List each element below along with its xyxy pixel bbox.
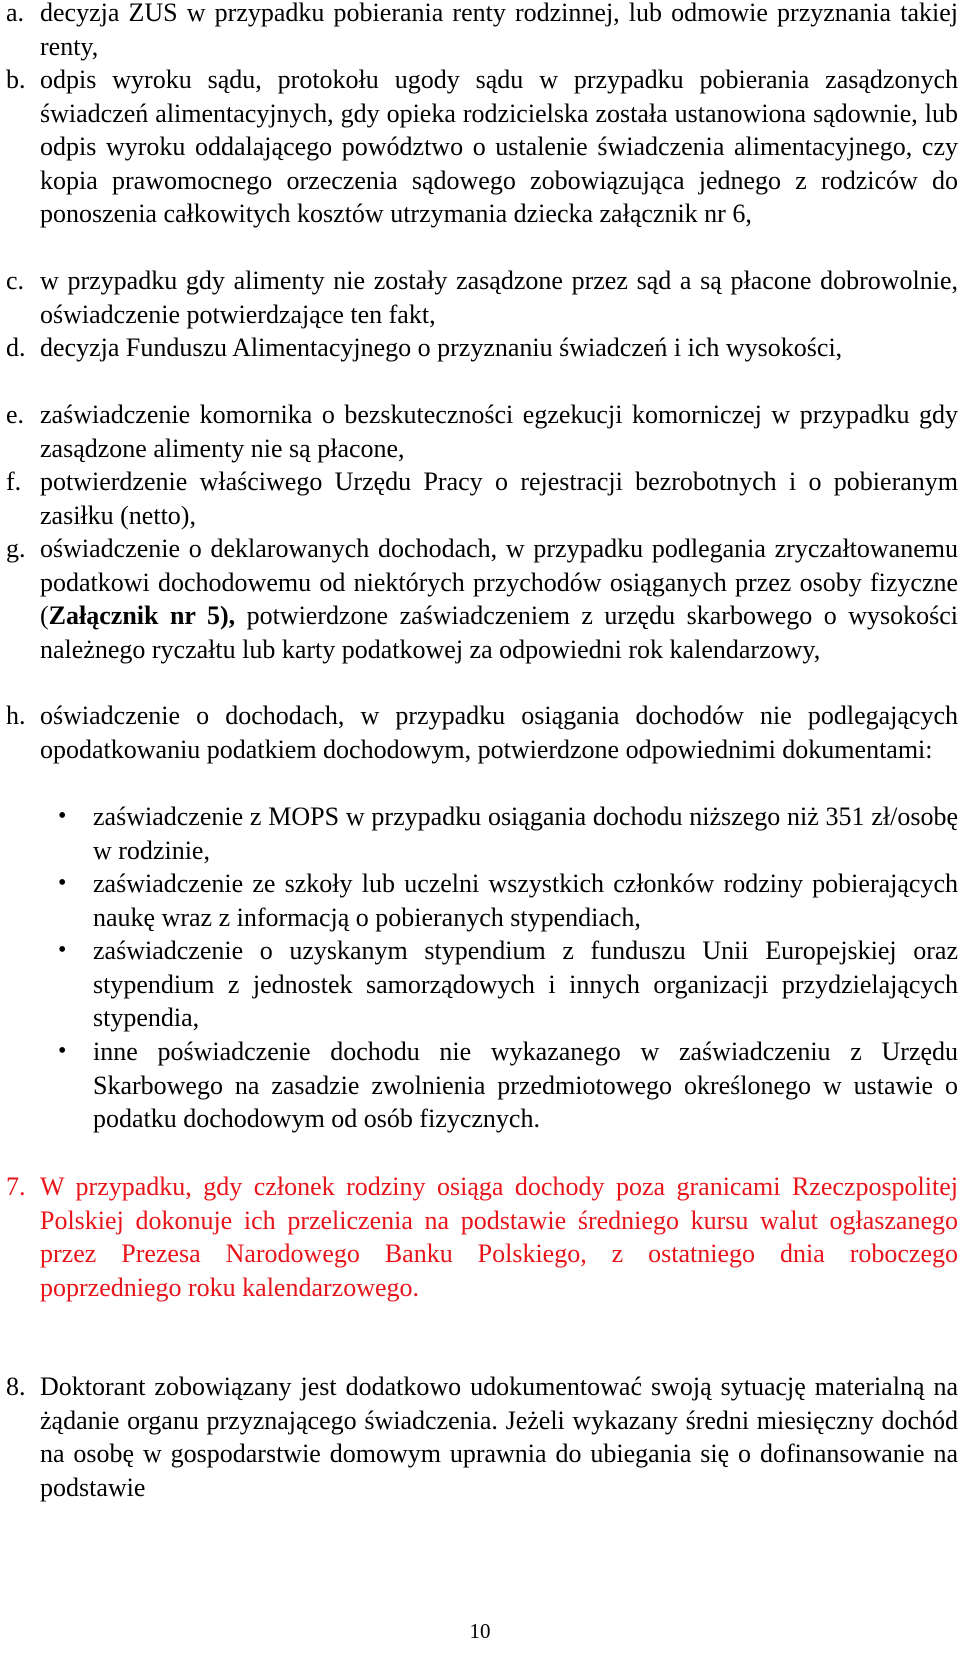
list-marker: h.: [6, 701, 26, 730]
list-item-text-before: oświadczenie o deklarowanych dochodach, w przypadku podlegania zryczałtowanemu podatkowi dochodowemu od niektórych przychodów osiąganych przez osoby fizyczne (: [40, 534, 958, 631]
list-marker: g.: [6, 534, 26, 563]
list-item-text: oświadczenie o dochodach, w przypadku osiągania dochodów nie podlegających opodatkowaniu podatkiem dochodowym, potwierdzone odpowiednimi dokumentami:: [40, 701, 958, 764]
section-marker: 7.: [6, 1172, 26, 1201]
list-item-b: [6, 63, 958, 231]
list-item-text: zaświadczenie komornika o bezskuteczności egzekucji komorniczej w przypadku gdy zasądzone alimenty nie są płacone,: [40, 400, 958, 463]
bullet-item: [58, 867, 958, 934]
bullet-text: zaświadczenie o uzyskanym stypendium z funduszu Unii Europejskiej oraz stypendium z jednostek samorządowych i innych organizacji przydzielających stypendia,: [93, 936, 958, 1033]
bullet-item: [58, 800, 958, 867]
list-marker: c.: [6, 266, 25, 295]
list-marker: a.: [6, 0, 25, 27]
bullet-text: inne poświadczenie dochodu nie wykazanego w zaświadczeniu z Urzędu Skarbowego na zasadzie zwolnienia przedmiotowego określonego w ustawie o podatku dochodowym od osób fizycznych.: [93, 1037, 958, 1134]
list-item-text: decyzja ZUS w przypadku pobierania renty rodzinnej, lub odmowie przyznania takiej renty,: [40, 0, 958, 61]
list-item-c: [6, 264, 958, 331]
section-text: Doktorant zobowiązany jest dodatkowo udokumentować swoją sytuację materialną na żądanie organu przyznającego świadczenia. Jeżeli wykazany średni miesięczny dochód na osobę w gospodarstwie domowym uprawnia do ubiegania się o dofinansowanie na podstawie: [40, 1372, 958, 1502]
list-item-text: w przypadku gdy alimenty nie zostały zasądzone przez sąd a są płacone dobrowolnie, oświadczenie potwierdzające ten fakt,: [40, 266, 958, 329]
bullet-icon: •: [58, 870, 67, 896]
list-item-a: [6, 0, 958, 63]
list-item-text: odpis wyroku sądu, protokołu ugody sądu w przypadku pobierania zasądzonych świadczeń alimentacyjnych, gdy opieka rodzicielska została ustanowiona sądownie, lub odpis wyroku oddalającego powództwo o ustalenie świadczenia alimentacyjnego, czy kopia prawomocnego orzeczenia sądowego zobowiązująca jednego z rodziców do ponoszenia całkowitych kosztów utrzymania dziecka załącznik nr 6,: [40, 65, 958, 229]
bullet-icon: •: [58, 803, 67, 829]
list-item-f: [6, 465, 958, 532]
attachment-reference: Załącznik nr 5),: [48, 601, 236, 631]
list-item-e: [6, 398, 958, 465]
list-item-text: potwierdzenie właściwego Urzędu Pracy o rejestracji bezrobotnych i o pobieranym zasiłku (netto),: [40, 467, 958, 530]
list-item-text: [40, 532, 958, 666]
list-marker: d.: [6, 333, 26, 362]
list-marker: e.: [6, 400, 25, 429]
bullet-item: [58, 934, 958, 1035]
section-8: [6, 1370, 958, 1504]
list-marker: f.: [6, 467, 22, 496]
section-text: W przypadku, gdy członek rodziny osiąga dochody poza granicami Rzeczpospolitej Polskiej dokonuje ich przeliczenia na podstawie średniego kursu walut ogłaszanego przez Prezesa Narodowego Banku Polskiego, z ostatniego dnia roboczego poprzedniego roku kalendarzowego.: [40, 1172, 958, 1302]
bullet-text: zaświadczenie z MOPS w przypadku osiągania dochodu niższego niż 351 zł/osobę w rodzinie,: [93, 802, 958, 865]
bullet-icon: •: [58, 1038, 67, 1064]
list-item-g: [6, 532, 958, 666]
section-7: [6, 1170, 958, 1304]
list-item-text: decyzja Funduszu Alimentacyjnego o przyznaniu świadczeń i ich wysokości,: [40, 333, 843, 362]
list-item-d: [6, 331, 958, 365]
list-marker: b.: [6, 65, 26, 94]
list-item-text-after: potwierdzone zaświadczeniem z urzędu skarbowego o wysokości należnego ryczałtu lub karty podatkowej za odpowiedni rok kalendarzowy,: [40, 601, 958, 664]
page-number: 10: [469, 1619, 491, 1643]
section-marker: 8.: [6, 1372, 26, 1401]
list-item-h: [6, 699, 958, 766]
bullet-icon: •: [58, 937, 67, 963]
bullet-item: [58, 1035, 958, 1136]
bullet-text: zaświadczenie ze szkoły lub uczelni wszystkich członków rodziny pobierających naukę wraz z informacją o pobieranych stypendiach,: [93, 869, 958, 932]
